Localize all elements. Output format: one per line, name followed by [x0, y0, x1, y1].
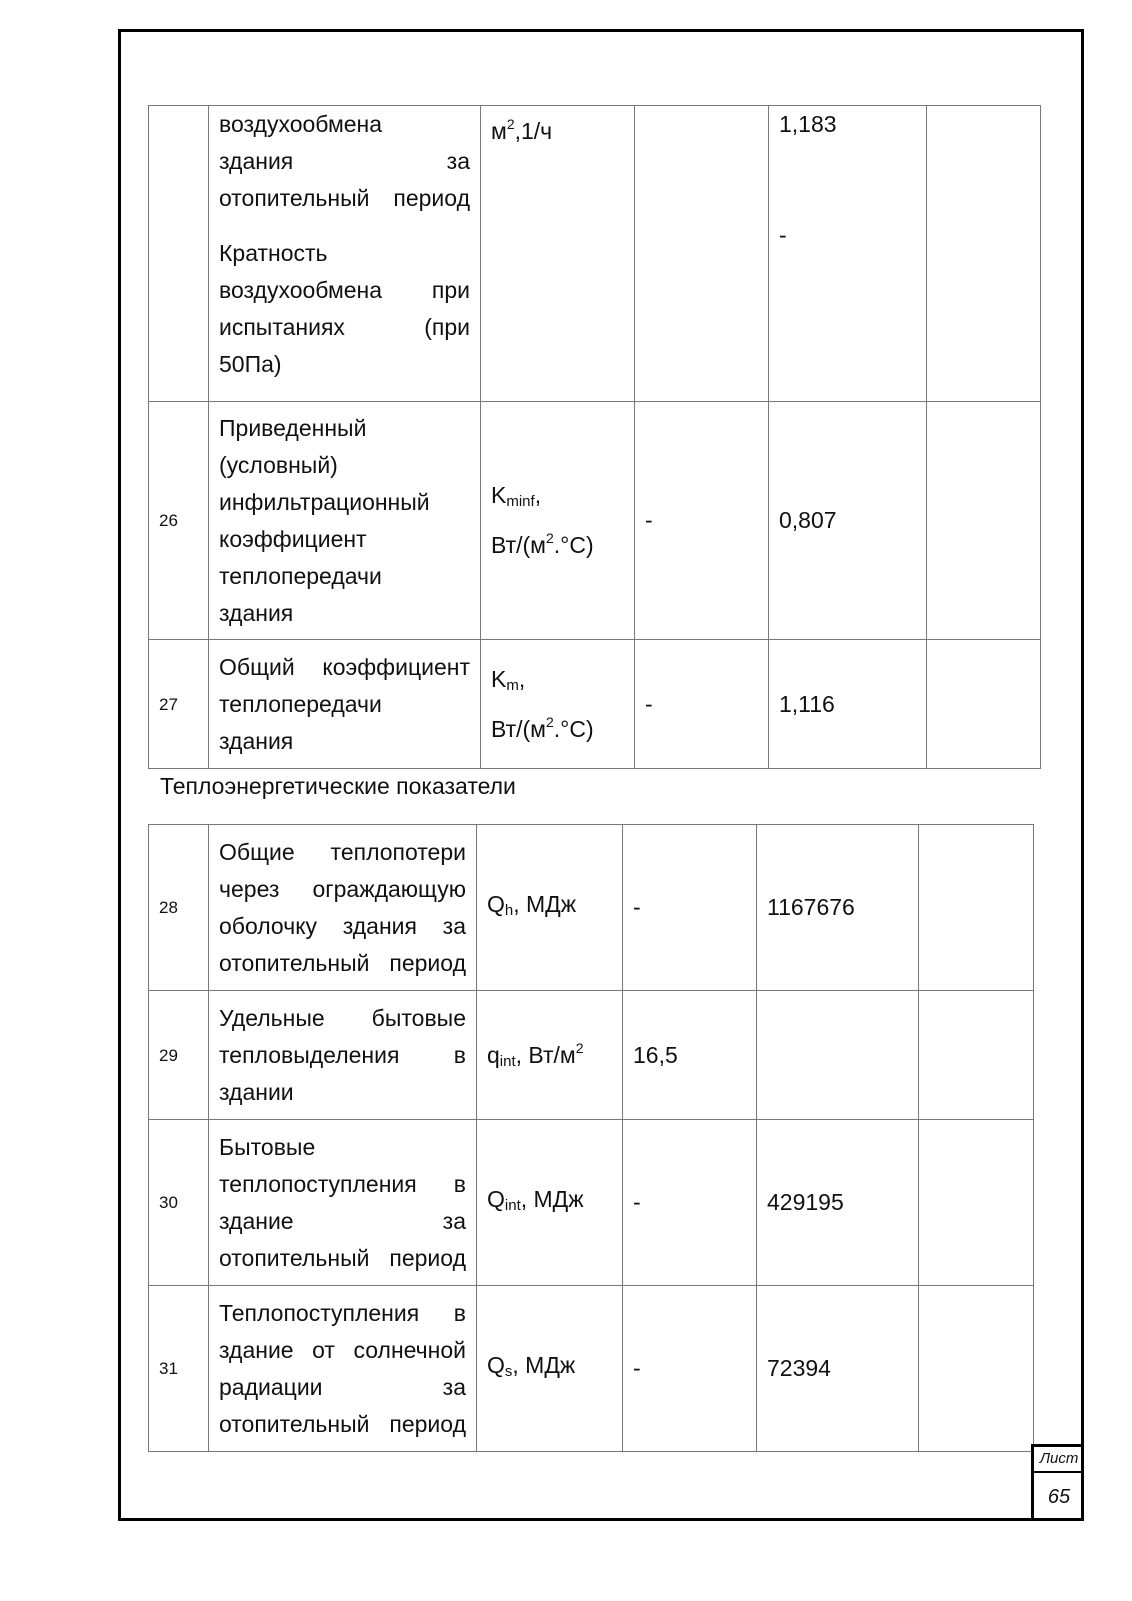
unit-text: Q	[487, 891, 505, 917]
description-line: инфильтрационный	[219, 488, 430, 515]
row-note	[919, 825, 1034, 991]
row-description	[209, 1120, 477, 1286]
row-number: 26	[149, 402, 209, 640]
description-line: испытаниях (при	[219, 314, 470, 340]
description-lines	[219, 410, 470, 632]
row-note	[927, 106, 1041, 402]
description-lines	[219, 1295, 466, 1443]
unit-subscript: int	[499, 1053, 516, 1070]
unit-text: ,	[518, 665, 526, 692]
table-row	[149, 1286, 1034, 1452]
unit-text: Вт/(м	[491, 715, 546, 742]
sheet-number: 65	[1047, 1486, 1071, 1508]
row-value	[769, 106, 927, 402]
unit-text: , МДж	[512, 1352, 576, 1378]
row-norm: -	[623, 1286, 757, 1452]
description-line: Приведенный	[219, 414, 367, 441]
row-note	[919, 1120, 1034, 1286]
description-line: Общий коэффициент	[219, 653, 470, 680]
value-text: -	[779, 222, 787, 248]
row-value	[757, 991, 919, 1120]
row-norm: -	[623, 825, 757, 991]
row-value: 72394	[757, 1286, 919, 1452]
unit-superscript: 2	[545, 530, 554, 546]
unit-text: K	[491, 482, 507, 508]
row-number: 28	[149, 825, 209, 991]
row-unit	[477, 1120, 623, 1286]
section-title: Теплоэнергетические показатели	[160, 773, 516, 799]
description-line: отопительный период	[219, 1410, 466, 1437]
sheet-stamp	[1031, 1444, 1084, 1521]
description-lines	[219, 1129, 466, 1277]
description-line: Кратность	[219, 240, 328, 266]
description-lines	[219, 834, 466, 982]
description-line: здание от солнечной	[219, 1336, 466, 1363]
value-text: 1,183	[779, 111, 837, 137]
description-line: оболочку здания за	[219, 912, 466, 939]
description-line: Бытовые	[219, 1133, 316, 1160]
unit-text: K	[491, 665, 507, 692]
description-line: тепловыделения в	[219, 1041, 466, 1068]
description-line: отопительный период	[219, 185, 470, 211]
row-value: 429195	[757, 1120, 919, 1286]
row-number	[149, 106, 209, 402]
row-norm: -	[635, 402, 769, 640]
row-norm: -	[635, 640, 769, 769]
unit-subscript: m	[506, 676, 519, 694]
row-number: 29	[149, 991, 209, 1120]
row-unit	[477, 991, 623, 1120]
description-line: воздухообмена при	[219, 277, 470, 303]
table-row	[149, 991, 1034, 1120]
row-note	[927, 640, 1041, 769]
row-norm	[635, 106, 769, 402]
sheet-label: Лист	[1034, 1447, 1084, 1473]
row-note	[919, 991, 1034, 1120]
row-description	[209, 991, 477, 1120]
row-number: 30	[149, 1120, 209, 1286]
description-line: здание за	[219, 1207, 466, 1234]
unit-subscript: s	[504, 1363, 513, 1380]
unit-text: , Вт/м	[515, 1042, 576, 1068]
row-description	[209, 402, 481, 640]
table-row	[149, 640, 1041, 769]
unit-text: .°С)	[553, 532, 594, 558]
row-note	[919, 1286, 1034, 1452]
row-unit	[481, 106, 635, 402]
unit-superscript: 2	[506, 116, 515, 132]
description-line: теплопоступления в	[219, 1170, 466, 1197]
description-lines	[219, 649, 470, 760]
row-note	[927, 402, 1041, 640]
unit-subscript: h	[504, 902, 514, 919]
table-row	[149, 402, 1041, 640]
row-number: 27	[149, 640, 209, 769]
description-lines	[219, 235, 470, 383]
row-norm: 16,5	[623, 991, 757, 1120]
row-number: 31	[149, 1286, 209, 1452]
description-line: здания за	[219, 148, 470, 174]
indicators-table-1	[148, 105, 1041, 769]
row-unit	[477, 825, 623, 991]
description-line: здания	[219, 727, 294, 754]
unit-text: , МДж	[520, 1186, 584, 1212]
unit-text: м	[491, 118, 507, 144]
description-line: здания	[219, 599, 294, 626]
row-value: 1167676	[757, 825, 919, 991]
row-unit	[477, 1286, 623, 1452]
row-norm: -	[623, 1120, 757, 1286]
unit-text: Вт/(м	[491, 532, 546, 558]
row-unit	[481, 402, 635, 640]
unit-text: ,	[534, 482, 542, 508]
description-line: Теплопоступления в	[219, 1299, 466, 1326]
unit-subscript: minf	[506, 493, 535, 510]
description-line: (условный)	[219, 451, 338, 478]
description-line: здании	[219, 1078, 294, 1105]
unit-subscript: int	[504, 1197, 521, 1214]
indicators-table-2	[148, 824, 1034, 1452]
row-description	[209, 825, 477, 991]
row-description	[209, 106, 481, 402]
unit-text: , МДж	[513, 891, 577, 917]
row-description	[209, 640, 481, 769]
unit-superscript: 2	[575, 1040, 584, 1056]
description-line: отопительный период	[219, 949, 466, 976]
description-lines	[219, 1000, 466, 1111]
description-lines	[219, 106, 470, 217]
description-line: 50Па)	[219, 351, 282, 377]
table-row	[149, 1120, 1034, 1286]
description-line: через ограждающую	[219, 875, 466, 902]
description-line: отопительный период	[219, 1244, 466, 1271]
unit-text: q	[487, 1042, 500, 1068]
unit-text: Q	[487, 1186, 505, 1212]
description-line: коэффициент	[219, 525, 367, 552]
row-value: 1,116	[769, 640, 927, 769]
table-row	[149, 825, 1034, 991]
unit-text: .°С)	[553, 715, 594, 742]
unit-text: ,1/ч	[514, 118, 553, 144]
row-unit	[481, 640, 635, 769]
description-line: Общие теплопотери	[219, 838, 466, 865]
description-line: Удельные бытовые	[219, 1004, 466, 1031]
row-value: 0,807	[769, 402, 927, 640]
description-line: теплопередачи	[219, 562, 382, 589]
description-line: теплопередачи	[219, 690, 382, 717]
unit-superscript: 2	[545, 713, 554, 730]
description-line: воздухообмена	[219, 111, 383, 137]
table-row	[149, 106, 1041, 402]
description-line: радиации за	[219, 1373, 466, 1400]
unit-text: Q	[487, 1352, 505, 1378]
row-description	[209, 1286, 477, 1452]
